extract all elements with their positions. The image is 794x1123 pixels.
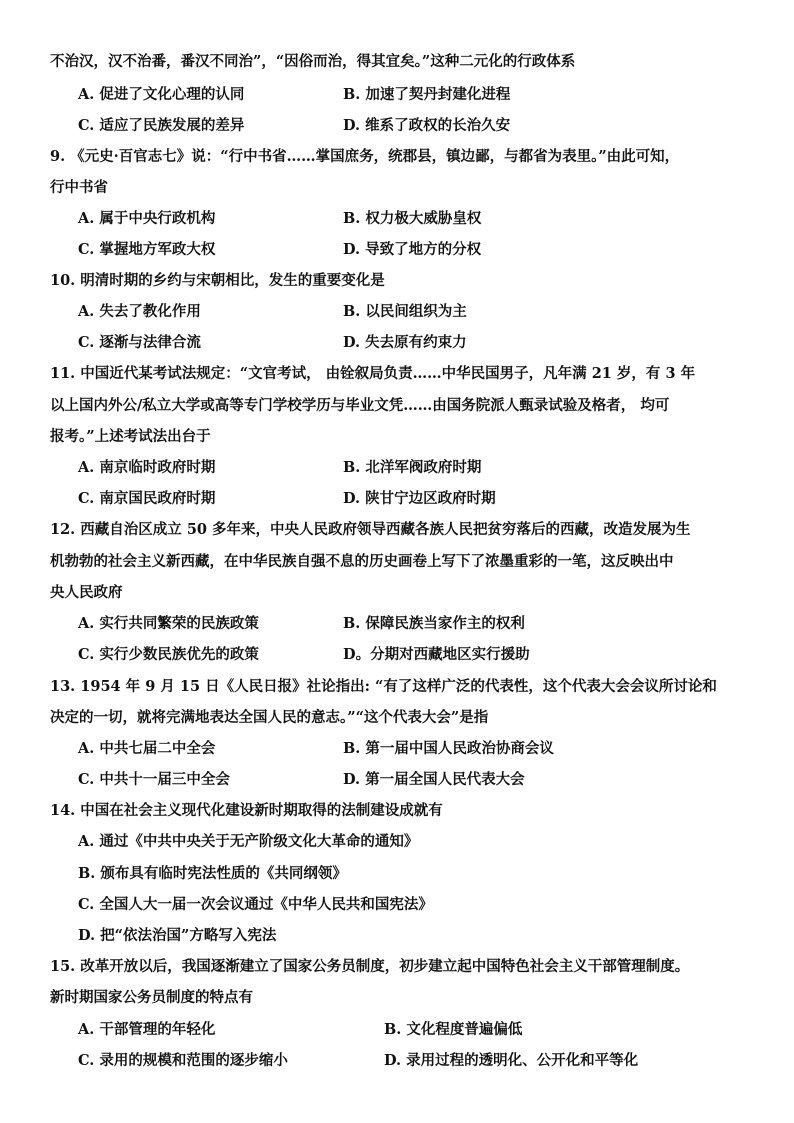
- q12-option-d[interactable]: D。分期对西藏地区实行援助: [343, 646, 530, 663]
- q10-option-d[interactable]: D. 失去原有约束力: [343, 334, 467, 351]
- q15-stem-line-1: 15. 改革开放以后，我国逐渐建立了国家公务员制度，初步建立起中国特色社会主义干部管理制度。: [50, 958, 690, 975]
- q14-stem-line-1: 14. 中国在社会主义现代化建设新时期取得的法制建设成就有: [50, 802, 443, 819]
- q15-option-a[interactable]: A. 干部管理的年轻化: [78, 1021, 216, 1038]
- q14-option-b[interactable]: B. 颁布具有临时宪法性质的《共同纲领》: [78, 865, 347, 882]
- q9-option-c[interactable]: C. 掌握地方军政大权: [78, 241, 216, 258]
- q8-option-c[interactable]: C. 适应了民族发展的差异: [78, 117, 245, 134]
- q13-stem-line-1: 13. 1954 年 9 月 15 日《人民日报》社论指出: “有了这样广泛的代表性，这个代表大会会议所讨论和: [50, 678, 717, 695]
- q8-option-d[interactable]: D. 维系了政权的长治久安: [343, 117, 511, 134]
- q11-stem-line-3: 报考。”上述考试法出台于: [50, 428, 211, 445]
- q10-option-c[interactable]: C. 逐渐与法律合流: [78, 334, 201, 351]
- q12-option-b[interactable]: B. 保障民族当家作主的权利: [343, 615, 525, 632]
- q12-stem-line-1: 12. 西藏自治区成立 50 多年来，中央人民政府领导西藏各族人民把贫穷落后的西藏，改造发展为生: [50, 521, 691, 538]
- q13-option-b[interactable]: B. 第一届中国人民政治协商会议: [343, 740, 554, 757]
- q11-option-a[interactable]: A. 南京临时政府时期: [78, 459, 216, 476]
- q13-option-d[interactable]: D. 第一届全国人民代表大会: [343, 771, 525, 788]
- q13-option-a[interactable]: A. 中共七届二中全会: [78, 740, 216, 757]
- q11-option-d[interactable]: D. 陕甘宁边区政府时期: [343, 490, 496, 507]
- q8-stem-line-1: 不治汉，汉不治番，番汉不同治”，“因俗而治，得其宜矣。”这种二元化的行政体系: [50, 53, 576, 70]
- q15-stem-line-2: 新时期国家公务员制度的特点有: [50, 989, 253, 1006]
- q9-option-b[interactable]: B. 权力极大威胁皇权: [343, 210, 482, 227]
- q10-option-b[interactable]: B. 以民间组织为主: [343, 303, 467, 320]
- q15-option-d[interactable]: D. 录用过程的透明化、公开化和平等化: [384, 1052, 639, 1069]
- q10-stem-line-1: 10. 明清时期的乡约与宋朝相比，发生的重要变化是: [50, 272, 385, 289]
- q14-option-c[interactable]: C. 全国人大一届一次会议通过《中华人民共和国宪法》: [78, 896, 433, 913]
- q11-option-b[interactable]: B. 北洋军阀政府时期: [343, 459, 482, 476]
- q11-stem-line-2: 以上国内外公/私立大学或高等专门学校学历与毕业文凭……由国务院派人甄录试验及格者， 均可: [50, 397, 670, 414]
- q8-option-b[interactable]: B. 加速了契丹封建化进程: [343, 86, 511, 103]
- q12-stem-line-2: 机勃勃的社会主义新西藏，在中华民族自强不息的历史画卷上写下了浓墨重彩的一笔，这反映出中: [50, 553, 674, 570]
- q11-stem-line-1: 11. 中国近代某考试法规定：“文官考试， 由铨叙局负责……中华民国男子，凡年满 21 岁，有 3 年: [50, 365, 696, 382]
- q9-option-a[interactable]: A. 属于中央行政机构: [78, 210, 216, 227]
- q11-option-c[interactable]: C. 南京国民政府时期: [78, 490, 216, 507]
- q9-stem-line-1: 9. 《元史·百官志七》说：“行中书省……掌国庶务，统郡县，镇边鄙，与都省为表里。”由此可知，: [50, 148, 680, 165]
- q12-option-a[interactable]: A. 实行共同繁荣的民族政策: [78, 615, 259, 632]
- q9-stem-line-2: 行中书省: [50, 179, 108, 196]
- q13-stem-line-2: 决定的一切，就将完满地表达全国人民的意志。”“这个代表大会”是指: [50, 709, 489, 726]
- q9-option-d[interactable]: D. 导致了地方的分权: [343, 241, 482, 258]
- q14-option-a[interactable]: A. 通过《中共中央关于无产阶级文化大革命的通知》: [78, 833, 419, 850]
- q15-option-b[interactable]: B. 文化程度普遍偏低: [384, 1021, 523, 1038]
- q13-option-c[interactable]: C. 中共十一届三中全会: [78, 771, 230, 788]
- q14-option-d[interactable]: D. 把“依法治国”方略写入宪法: [78, 927, 277, 944]
- q10-option-a[interactable]: A. 失去了教化作用: [78, 303, 201, 320]
- q12-option-c[interactable]: C. 实行少数民族优先的政策: [78, 646, 259, 663]
- q15-option-c[interactable]: C. 录用的规模和范围的逐步缩小: [78, 1052, 288, 1069]
- q8-option-a[interactable]: A. 促进了文化心理的认同: [78, 86, 245, 103]
- q12-stem-line-3: 央人民政府: [50, 584, 123, 601]
